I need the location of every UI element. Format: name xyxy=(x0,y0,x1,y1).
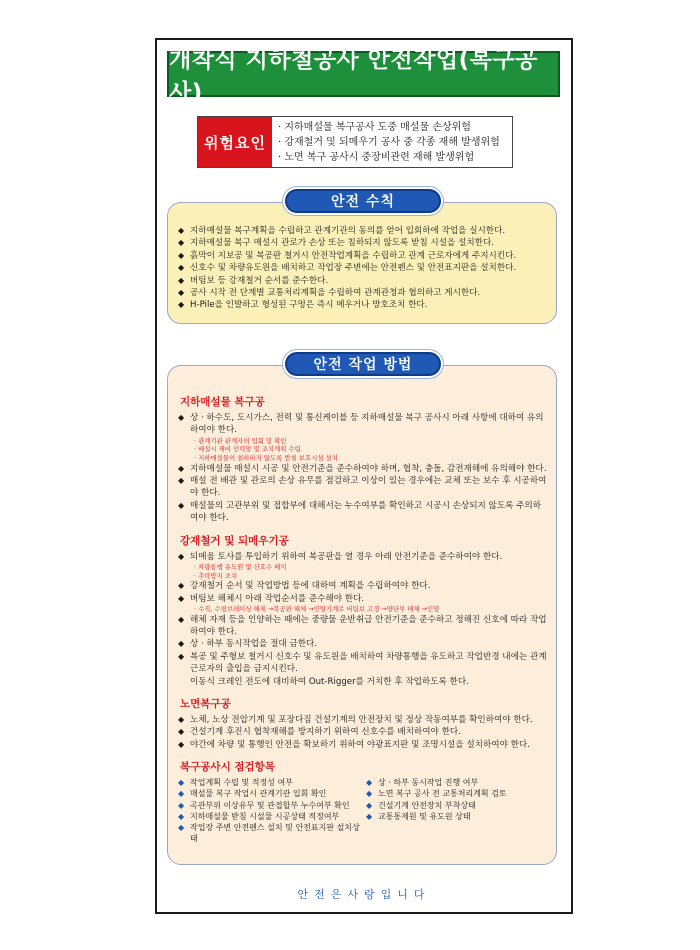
diamond-bullet-icon: ◆ xyxy=(366,811,373,821)
diamond-bullet-icon: ◆ xyxy=(178,226,185,235)
diamond-bullet-icon: ◆ xyxy=(178,238,185,248)
risk-items xyxy=(272,117,512,167)
footer-slogan: 안전은사랑입니다 xyxy=(297,888,431,901)
diamond-bullet-icon: ◆ xyxy=(178,811,185,821)
rule-item: ◆ H-Pile을 인발하고 형성된 구멍은 즉시 메우거나 방호조치 한다. xyxy=(178,300,428,311)
rule-item: ◆ 신호수 및 차량유도원을 배치하고 작업장 주변에는 안전펜스 및 안전표지판을 설치한다. xyxy=(178,263,517,274)
poster-title: 개착식 지하철공사 안전작업(복구공사) xyxy=(167,51,560,97)
risk-factors-box xyxy=(197,116,513,168)
safety-rules-box xyxy=(167,202,557,324)
road-heading: 노면복구공 xyxy=(180,698,231,711)
checklist-left xyxy=(178,777,360,844)
steel-sub-list: · 차량통행 유도원 및 신호수 배치 · 추락방지 조치 xyxy=(178,563,548,580)
check-item: ◆ 교통통제원 및 유도원 상태 xyxy=(366,811,471,821)
rule-item: ◆ 버팀보 등 강재철거 순서를 준수한다. xyxy=(178,275,329,286)
diamond-bullet-icon: ◆ xyxy=(178,476,185,485)
method-item: ◆ 건설기계 후진시 협착재해를 방지하기 위하여 신호수를 배치하여야 한다. xyxy=(178,727,461,738)
diamond-bullet-icon: ◆ xyxy=(178,778,185,788)
diamond-bullet-icon: ◆ xyxy=(178,593,185,603)
check-item: ◆ 작업장 주변 안전펜스 설치 및 안전표지판 설치상태 xyxy=(178,823,360,844)
check-item: ◆ 노면 복구 공사 전 교통처리계획 검토 xyxy=(366,789,507,799)
diamond-bullet-icon: ◆ xyxy=(178,288,185,298)
safety-rules-heading: 안전 수칙 xyxy=(285,189,441,213)
checklist-right xyxy=(366,777,548,844)
check-item: ◆ 작업계획 수립 및 적정성 여부 xyxy=(178,778,293,788)
method-item: ◆ 강재철거 순서 및 작업방법 등에 대하여 계획을 수립하여야 한다. xyxy=(178,581,431,592)
methods-heading: 안전 작업 방법 xyxy=(285,352,441,376)
rule-item: ◆ 공사 시작 전 단계별 교통처리계획을 수립하여 관계관청과 협의하고 게시한다. xyxy=(178,288,481,299)
underground-heading: 지하매설물 복구공 xyxy=(180,396,265,408)
diamond-bullet-icon: ◆ xyxy=(178,727,185,737)
checklist-heading: 복구공사시 점검항목 xyxy=(180,761,275,774)
diamond-bullet-icon: ◆ xyxy=(178,581,185,591)
rule-item: ◆ 지하매설물 복구계획을 수립하고 관계기관의 동의를 얻어 입회하에 작업을 실시한다. xyxy=(178,226,506,236)
method-item: ◆ 되메움 토사를 투입하기 위하여 복공판을 열 경우 아래 안전기준을 준수하여야 한다. xyxy=(178,551,503,562)
method-item: ◆ 매설 전 배관 및 관로의 손상 유무를 점검하고 이상이 있는 경우에는 교체 또는 보수 후 시공하여야 한다. xyxy=(178,476,547,499)
diamond-bullet-icon: ◆ xyxy=(178,639,185,649)
diamond-bullet-icon: ◆ xyxy=(366,800,373,810)
check-item: ◆ 지하매설물 받침 시설물 시공상태 적정여부 xyxy=(178,811,340,821)
method-item: ◆ 지하매설물 매설시 시공 및 안전기준을 준수하여야 하며, 협착, 충돌, 감전재해에 유의해야 한다. xyxy=(178,463,547,474)
check-item: ◆ 상 · 하부 동시작업 진행 여부 xyxy=(366,778,479,788)
method-item: ◆ 버팀보 해체시 아래 작업순서를 준수해야 한다. xyxy=(178,593,365,604)
steel-heading: 강재철거 및 되메우기공 xyxy=(180,534,289,547)
checklist xyxy=(178,777,548,844)
steel-sequence: · 수직, 수평브레이싱 해체 →복공판 해체 →인양기계로 버팀보 고정 →양단부 해체 →인양 xyxy=(178,605,548,614)
diamond-bullet-icon: ◆ xyxy=(178,463,185,473)
check-item: ◆ 건설기계 안전장치 부착상태 xyxy=(366,800,476,810)
method-item: ◆ 해체 자재 등을 인양하는 때에는 중량물 운반취급 안전기준을 준수하고 정해진 신호에 따라 작업하여야 한다. xyxy=(178,614,547,638)
method-item: ◆ 매설물의 고관부위 및 접합부에 대해서는 누수여부를 확인하고 시공시 손상되지 않도록 주의하여야 한다. xyxy=(178,500,542,524)
method-item: ◆ 상 · 하부 동시작업을 절대 금한다. xyxy=(178,639,318,650)
diamond-bullet-icon: ◆ xyxy=(178,823,185,833)
method-item: ◆ 야간에 차량 및 통행인 안전을 확보하기 위하여 야광표지판 및 조명시설을 설치하여야 한다. xyxy=(178,739,530,750)
diamond-bullet-icon: ◆ xyxy=(178,263,185,273)
risk-label: 위험요인 xyxy=(198,117,272,167)
diamond-bullet-icon: ◆ xyxy=(178,715,185,725)
steel-note: 이동식 크레인 전도에 대비하여 Out-Rigger를 거치한 후 작업하도록 한다. xyxy=(190,676,469,687)
diamond-bullet-icon: ◆ xyxy=(178,789,185,799)
diamond-bullet-icon: ◆ xyxy=(178,651,185,661)
check-item: ◆ 곡관부위 이상유무 및 관접합부 누수여부 확인 xyxy=(178,800,350,810)
diamond-bullet-icon: ◆ xyxy=(178,614,185,624)
diamond-bullet-icon: ◆ xyxy=(178,739,185,749)
underground-sub-list: · 관계기관 관계자의 입회 및 확인 · 배설시 재비 인력망 및 조치계획 수립 · 지하매설물이 침하하지 않도록 받침 보호시설 설치 xyxy=(178,437,548,463)
diamond-bullet-icon: ◆ xyxy=(178,500,185,510)
diamond-bullet-icon: ◆ xyxy=(178,275,185,285)
risk-item: · 지하매설물 복구공사 도중 매설물 손상위험 xyxy=(278,120,506,135)
check-item: ◆ 매설물 복구 작업시 관계기관 입회 확인 xyxy=(178,789,327,799)
method-item: ◆ 상 · 하수도, 도시가스, 전력 및 통신케이블 등 지하매설물 복구 공사시 아래 사항에 대하여 유의하여야 한다. xyxy=(178,413,544,436)
diamond-bullet-icon: ◆ xyxy=(178,413,185,422)
risk-item: · 강재철거 및 되메우기 공사 중 각종 재해 발생위험 xyxy=(278,135,506,150)
diamond-bullet-icon: ◆ xyxy=(178,551,185,561)
method-item: ◆ 노체, 노상 전압기계 및 포장다짐 건설기계의 안전장치 및 정상 작동여부를 확인하여야 한다. xyxy=(178,715,533,726)
diamond-bullet-icon: ◆ xyxy=(366,778,373,788)
diamond-bullet-icon: ◆ xyxy=(366,789,373,799)
diamond-bullet-icon: ◆ xyxy=(178,250,185,260)
rule-item: ◆ 흙막이 지보공 및 복공판 철거시 안전작업계획을 수립하고 관계 근로자에게 주지시킨다. xyxy=(178,250,517,261)
safety-poster xyxy=(155,38,573,914)
rule-item: ◆ 지하매설물 복구 매설시 관로가 손상 또는 침하되지 않도록 받침 시설을 설치한다. xyxy=(178,238,495,249)
safety-methods-box xyxy=(167,365,557,865)
risk-item: · 노면 복구 공사시 중장비관련 재해 발생위험 xyxy=(278,150,506,165)
method-item: ◆ 복공 및 주형보 철거시 신호수 및 유도원을 배치하여 차량통행을 유도하고 작업반경 내에는 관계 근로자의 출입을 금지시킨다. xyxy=(178,651,547,675)
diamond-bullet-icon: ◆ xyxy=(178,800,185,810)
diamond-bullet-icon: ◆ xyxy=(178,300,185,310)
